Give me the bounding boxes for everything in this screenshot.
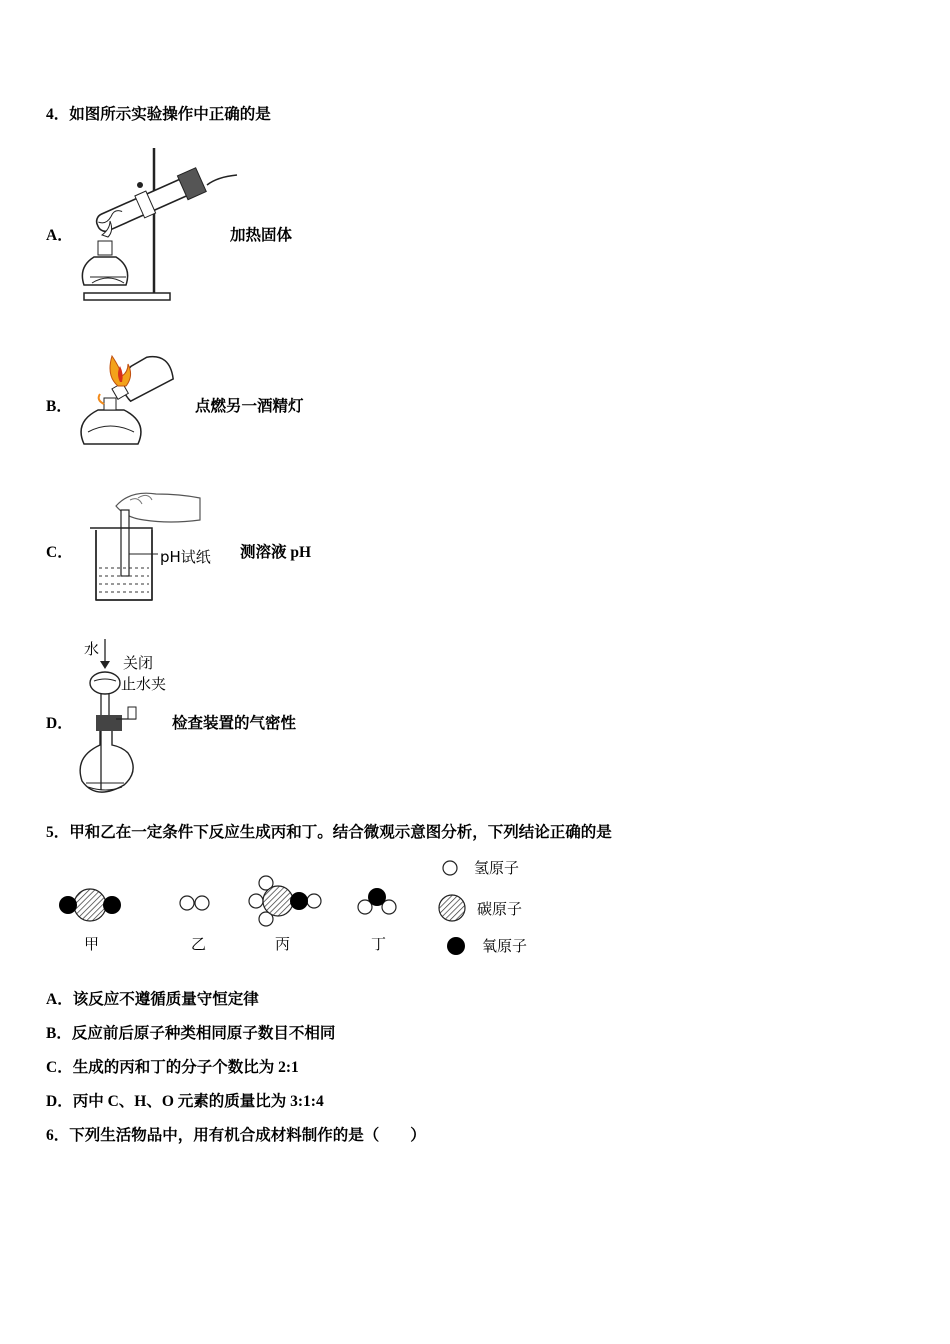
q4-option-c-caption: 测溶液 pH [240, 544, 312, 561]
q4-option-a-caption: 加热固体 [230, 227, 293, 244]
q5-option-c: C．生成的丙和丁的分子个数比为 2:1 [46, 1059, 299, 1076]
question-4-stem: 4．如图所示实验操作中正确的是 [46, 106, 271, 123]
micro-reaction-diagram [50, 855, 400, 935]
ph-paper-label: pH试纸 [160, 548, 211, 566]
q4-option-c-letter: C． [46, 544, 73, 561]
question-5-stem: 5．甲和乙在一定条件下反应生成丙和丁。结合微观示意图分析，下列结论正确的是 [46, 824, 612, 841]
q4-option-d-letter: D． [46, 715, 73, 732]
molecule-label-bing: 丙 [275, 935, 291, 953]
q4-option-d-caption: 检查装置的气密性 [172, 715, 297, 732]
molecule-jia [59, 889, 121, 921]
question-6-stem: 6．下列生活物品中，用有机合成材料制作的是（ ） [46, 1127, 426, 1144]
clamp-label: 止水夹 [121, 675, 167, 693]
q5-option-d: D．丙中 C、H、O 元素的质量比为 3:1:4 [46, 1093, 324, 1110]
airtightness-check-figure [80, 635, 160, 800]
molecule-label-yi: 乙 [191, 935, 207, 953]
legend-oxygen-icon [446, 936, 466, 956]
close-label: 关闭 [123, 654, 154, 672]
water-label: 水 [84, 640, 100, 658]
q5-option-a: A．该反应不遵循质量守恒定律 [46, 991, 259, 1008]
ph-test-figure [86, 484, 216, 606]
legend-carbon-icon [437, 893, 467, 923]
molecule-yi [180, 896, 209, 910]
legend-hydrogen-icon [441, 859, 459, 877]
molecule-ding [358, 888, 396, 914]
legend-hydrogen-label: 氢原子 [474, 859, 520, 877]
heating-solid-figure [72, 145, 222, 310]
molecule-label-ding: 丁 [371, 935, 387, 953]
q5-option-b: B．反应前后原子种类相同原子数目不相同 [46, 1025, 336, 1042]
molecule-label-jia: 甲 [84, 935, 100, 953]
q4-option-b-caption: 点燃另一酒精灯 [195, 398, 304, 415]
q4-option-a-letter: A． [46, 227, 73, 244]
q4-option-b-letter: B． [46, 398, 72, 415]
legend-carbon-label: 碳原子 [477, 900, 523, 918]
legend-oxygen-label: 氧原子 [482, 937, 528, 955]
molecule-bing [249, 876, 321, 926]
lighting-lamp-figure [76, 352, 186, 458]
